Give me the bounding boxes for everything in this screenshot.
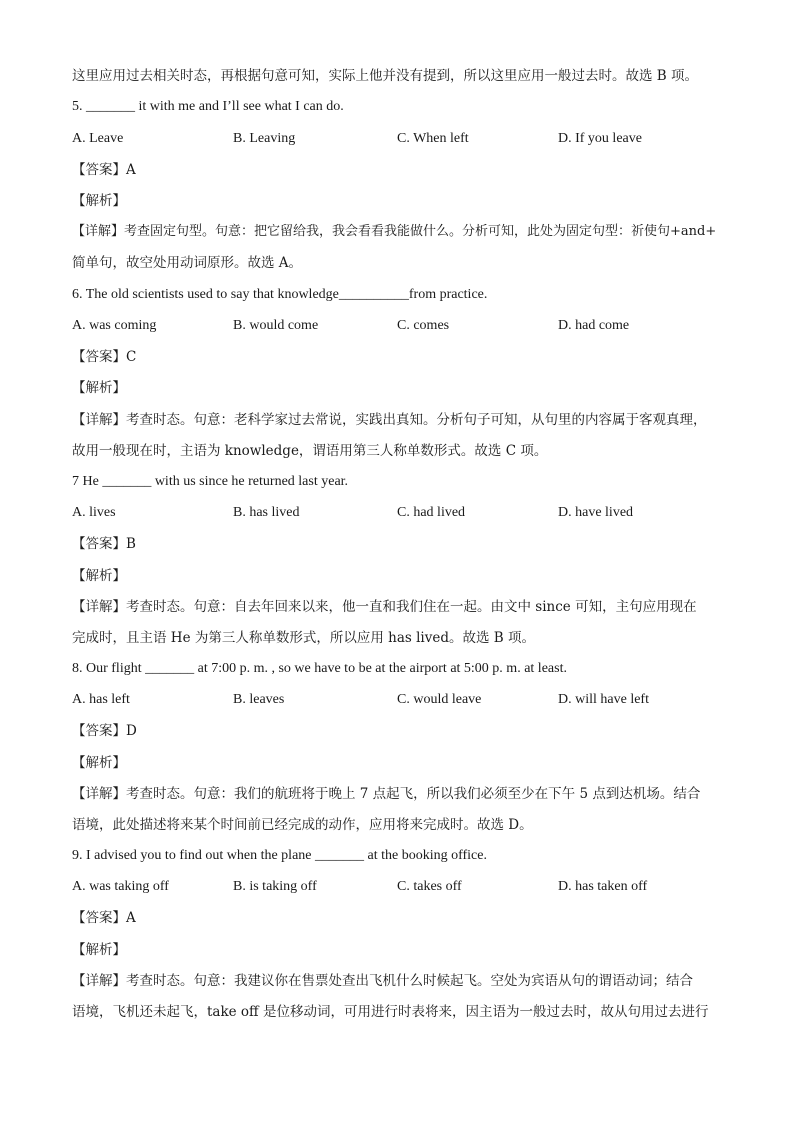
question-6-answer: 【答案】C — [72, 349, 137, 365]
question-9-option-a: A. was taking off — [72, 879, 169, 894]
question-9-stem: 9. I advised you to find out when the plane _______ at the booking office. — [72, 848, 487, 863]
question-7-explanation: 【详解】考查时态。句意：自去年回来以来，他一直和我们住在一起。由文中 since 可知，主句应用现在 — [72, 599, 697, 615]
question-7-answer: 【答案】B — [72, 536, 136, 552]
question-6-option-b: B. would come — [233, 318, 319, 333]
question-7-option-c: C. had lived — [397, 505, 466, 520]
question-9-option-d: D. has taken off — [558, 879, 648, 894]
explanation-line: 这里应用过去相关时态，再根据句意可知，实际上他并没有提到，所以这里应用一般过去时。故选 B 项。 — [72, 68, 699, 84]
question-9-explanation: 语境，飞机还未起飞，take off 是位移动词，可用进行时表将来，因主语为一般过去时，故从句用过去进行 — [72, 1004, 709, 1020]
question-9-analysis-heading: 【解析】 — [72, 942, 126, 958]
question-7-option-b: B. has lived — [233, 505, 300, 520]
question-8-answer: 【答案】D — [72, 723, 137, 739]
question-7-stem: 7 He _______ with us since he returned last year. — [72, 474, 349, 489]
question-5-option-b: B. Leaving — [233, 131, 296, 146]
question-9-option-b: B. is taking off — [233, 879, 317, 894]
question-9-answer: 【答案】A — [72, 910, 136, 926]
question-8-explanation: 【详解】考查时态。句意：我们的航班将于晚上 7 点起飞，所以我们必须至少在下午 5 点到达机场。结合 — [72, 786, 701, 802]
question-5-analysis-heading: 【解析】 — [72, 193, 126, 209]
question-8-option-d: D. will have left — [558, 692, 649, 707]
question-5-explanation: 简单句，故空处用动词原形。故选 A。 — [72, 255, 303, 271]
question-6-option-a: A. was coming — [72, 318, 157, 333]
question-8-option-b: B. leaves — [233, 692, 285, 707]
question-5-option-d: D. If you leave — [558, 131, 642, 146]
question-6-option-d: D. had come — [558, 318, 630, 333]
question-5-answer: 【答案】A — [72, 162, 136, 178]
question-6-explanation: 故用一般现在时，主语为 knowledge，谓语用第三人称单数形式。故选 C 项。 — [72, 443, 548, 459]
question-8-explanation: 语境，此处描述将来某个时间前已经完成的动作，应用将来完成时。故选 D。 — [72, 817, 533, 833]
question-9-explanation: 【详解】考查时态。句意：我建议你在售票处查出飞机什么时候起飞。空处为宾语从句的谓语动词；结合 — [72, 973, 693, 989]
question-7-analysis-heading: 【解析】 — [72, 568, 126, 584]
question-5-explanation: 【详解】考查固定句型。句意：把它留给我，我会看看我能做什么。分析可知，此处为固定句型：祈使句+and+ — [72, 224, 717, 239]
question-7-explanation: 完成时，且主语 He 为第三人称单数形式，所以应用 has lived。故选 B 项。 — [72, 630, 535, 646]
question-8-option-c: C. would leave — [397, 692, 482, 707]
question-6-explanation: 【详解】考查时态。句意：老科学家过去常说，实践出真知。分析句子可知，从句里的内容属于客观真理， — [72, 412, 707, 428]
question-6-stem: 6. The old scientists used to say that knowledge__________from practice. — [72, 287, 488, 302]
question-6-option-c: C. comes — [397, 318, 450, 333]
question-6-analysis-heading: 【解析】 — [72, 380, 126, 396]
question-9-option-c: C. takes off — [397, 879, 462, 894]
question-5-option-a: A. Leave — [72, 131, 124, 146]
question-7-option-d: D. have lived — [558, 505, 634, 520]
question-8-option-a: A. has left — [72, 692, 130, 707]
question-5-stem: 5. _______ it with me and I’ll see what I can do. — [72, 99, 344, 114]
question-8-analysis-heading: 【解析】 — [72, 755, 126, 771]
question-8-stem: 8. Our flight _______ at 7:00 p. m. , so we have to be at the airport at 5:00 p. m. at least. — [72, 661, 567, 676]
question-7-option-a: A. lives — [72, 505, 116, 520]
question-5-option-c: C. When left — [397, 131, 469, 146]
